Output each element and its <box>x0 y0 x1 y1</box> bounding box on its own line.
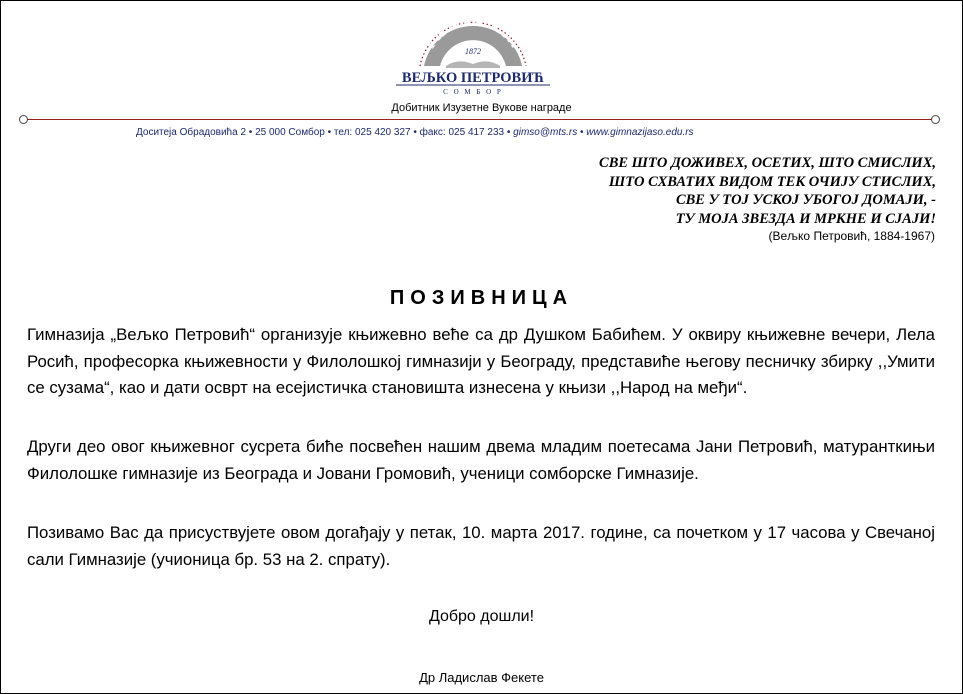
contact-email[interactable]: gimso@mts.rs <box>513 127 578 138</box>
epigraph-line: ТУ МОЈА ЗВЕЗДА И МРКНЕ И СЈАЈИ! <box>675 210 936 227</box>
logo-arc-text: ГИМНАЗИЈА <box>423 14 523 52</box>
logo-city: С О М Б О Р <box>443 88 503 96</box>
divider-right-knob-icon <box>931 115 940 124</box>
signature: Др Ладислав Фекете <box>419 670 544 685</box>
contact-separator: • <box>579 127 584 138</box>
header-divider <box>22 119 936 120</box>
epigraph-line: ШТО СХВАТИХ ВИДОМ ТЕК ОЧИЈУ СТИСЛИХ, <box>608 173 936 190</box>
contact-address: Доситеја Обрадовића 2 • 25 000 Сомбор • тел: 025 420 327 • факс: 025 417 233 • <box>136 127 511 138</box>
body-paragraph: Други део овог књижевног сусрета биће посвећен нашим двема младим поетесама Јани Петровић, матуранткињи Филолошке гимназије из Београда и Јовани Громовић, ученици сомборске Гимназије. <box>27 437 935 483</box>
welcome-text: Добро дошли! <box>428 608 535 625</box>
contact-line <box>136 127 694 138</box>
body-paragraph: Позивамо Вас да присуствујете овом догађају у петак, 10. марта 2017. године, са почетком у 17 часова у Свечаној сали Гимназије (учионица бр. 53 на 2. спрату). <box>27 523 935 569</box>
epigraph-line: СВЕ ШТО ДОЖИВЕХ, ОСЕТИХ, ШТО СМИСЛИХ, <box>599 155 936 171</box>
school-logo <box>388 10 558 100</box>
divider-left-knob-icon <box>19 115 28 124</box>
epigraph-author: (Вељко Петровић, 1884-1967) <box>768 229 935 243</box>
body-paragraph: Гимназија „Вељко Петровић“ организује књижевно веће са др Душком Бабићем. У оквиру књижевне вечери, Лела Росић, професорка књижевности у Филолошкој гимназији у Београду, представиће његову песничку збирку ,,Умити се сузама“, као и дати осврт на есејистичка становишта изнесена у књизи ,,Народ на међи“. <box>27 325 935 397</box>
contact-website[interactable]: www.gimnazijaso.edu.rs <box>586 127 694 138</box>
invitation-title: ПОЗИВНИЦА <box>389 287 574 309</box>
logo-year: 1872 <box>465 47 481 56</box>
logo-school-name: ВЕЉКО ПЕТРОВИЋ <box>401 70 545 86</box>
award-text: Добитник Изузетне Вукове награде <box>391 102 572 114</box>
epigraph-line: СВЕ У ТОЈ УСКОЈ УБОГОЈ ДОМАЈИ, - <box>675 192 936 208</box>
epigraph <box>599 154 936 228</box>
